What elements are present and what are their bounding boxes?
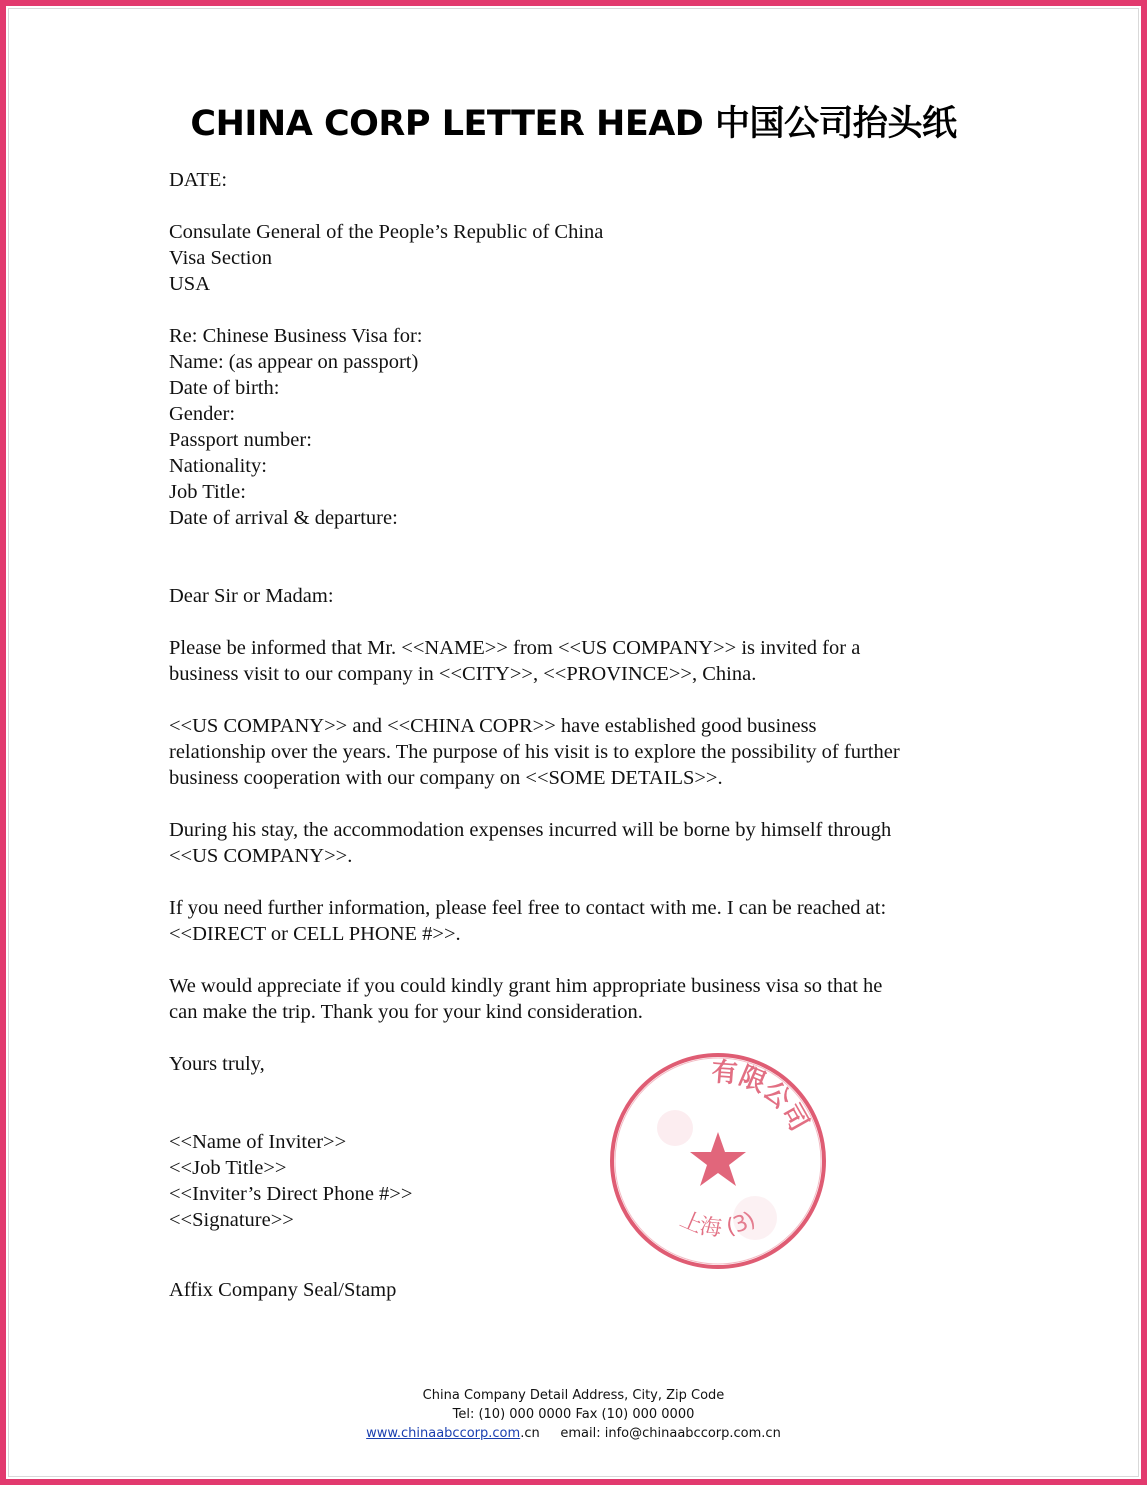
paragraph-line: During his stay, the accommodation expenses incurred will be borne by himself through	[169, 819, 892, 841]
recipient-line: Consulate General of the People’s Republic of China	[169, 221, 604, 243]
re-field: Re: Chinese Business Visa for:	[169, 325, 423, 347]
footer-email[interactable]: email: info@chinaabccorp.com.cn	[560, 1426, 781, 1441]
signature-line: <<Job Title>>	[169, 1157, 287, 1179]
re-field: Date of arrival & departure:	[169, 507, 398, 529]
signature-line: <<Inviter’s Direct Phone #>>	[169, 1183, 413, 1205]
signature-line: <<Name of Inviter>>	[169, 1131, 347, 1153]
paragraph-line: If you need further information, please feel free to contact with me. I can be reached at:	[169, 897, 887, 919]
re-fields-block	[169, 323, 999, 531]
letter-footer	[0, 1386, 1147, 1443]
letterhead-title: CHINA CORP LETTER HEAD 中国公司抬头纸	[190, 104, 957, 144]
signature-block	[169, 1129, 999, 1233]
recipient-line: USA	[169, 273, 211, 295]
paragraph-line: business visit to our company in <<CITY>>, <<PROVINCE>>, China.	[169, 663, 757, 685]
letter-body	[169, 167, 999, 1303]
seal-star-icon	[690, 1132, 746, 1186]
paragraph-line: <<US COMPANY>> and <<CHINA COPR>> have established good business	[169, 715, 817, 737]
re-field: Name: (as appear on passport)	[169, 351, 419, 373]
paragraph-line: <<US COMPANY>>.	[169, 845, 353, 867]
re-field: Job Title:	[169, 481, 246, 503]
paragraph-1	[169, 635, 999, 687]
recipient-line: Visa Section	[169, 247, 272, 269]
seal-text-top: 有限公司	[710, 1057, 815, 1137]
recipient-block	[169, 219, 999, 297]
footer-contact	[0, 1424, 1147, 1443]
re-field: Date of birth:	[169, 377, 280, 399]
closing: Yours truly,	[169, 1053, 265, 1075]
signature-line: <<Signature>>	[169, 1209, 294, 1231]
re-field: Nationality:	[169, 455, 267, 477]
affix-seal-note: Affix Company Seal/Stamp	[169, 1279, 397, 1301]
paragraph-4	[169, 895, 999, 947]
date-label: DATE:	[169, 169, 228, 191]
paragraph-line: can make the trip. Thank you for your kind consideration.	[169, 1001, 643, 1023]
company-seal-stamp	[605, 1048, 831, 1274]
footer-address: China Company Detail Address, City, Zip Code	[422, 1388, 725, 1403]
seal-text-bottom: 上海 (3)	[676, 1207, 760, 1242]
paragraph-line: business cooperation with our company on <<SOME DETAILS>>.	[169, 767, 723, 789]
paragraph-line: <<DIRECT or CELL PHONE #>>.	[169, 923, 461, 945]
paragraph-line: We would appreciate if you could kindly grant him appropriate business visa so that he	[169, 975, 883, 997]
salutation: Dear Sir or Madam:	[169, 585, 334, 607]
paragraph-5	[169, 973, 999, 1025]
re-field: Gender:	[169, 403, 236, 425]
footer-phones: Tel: (10) 000 0000 Fax (10) 000 0000	[452, 1407, 695, 1422]
paragraph-3	[169, 817, 999, 869]
website-suffix: .cn	[520, 1426, 540, 1441]
re-field: Passport number:	[169, 429, 312, 451]
paragraph-line: Please be informed that Mr. <<NAME>> from <<US COMPANY>> is invited for a	[169, 637, 861, 659]
paragraph-line: relationship over the years. The purpose of his visit is to explore the possibility of further	[169, 741, 900, 763]
paragraph-2	[169, 713, 999, 791]
website-link[interactable]: www.chinaabccorp.com	[366, 1426, 521, 1441]
